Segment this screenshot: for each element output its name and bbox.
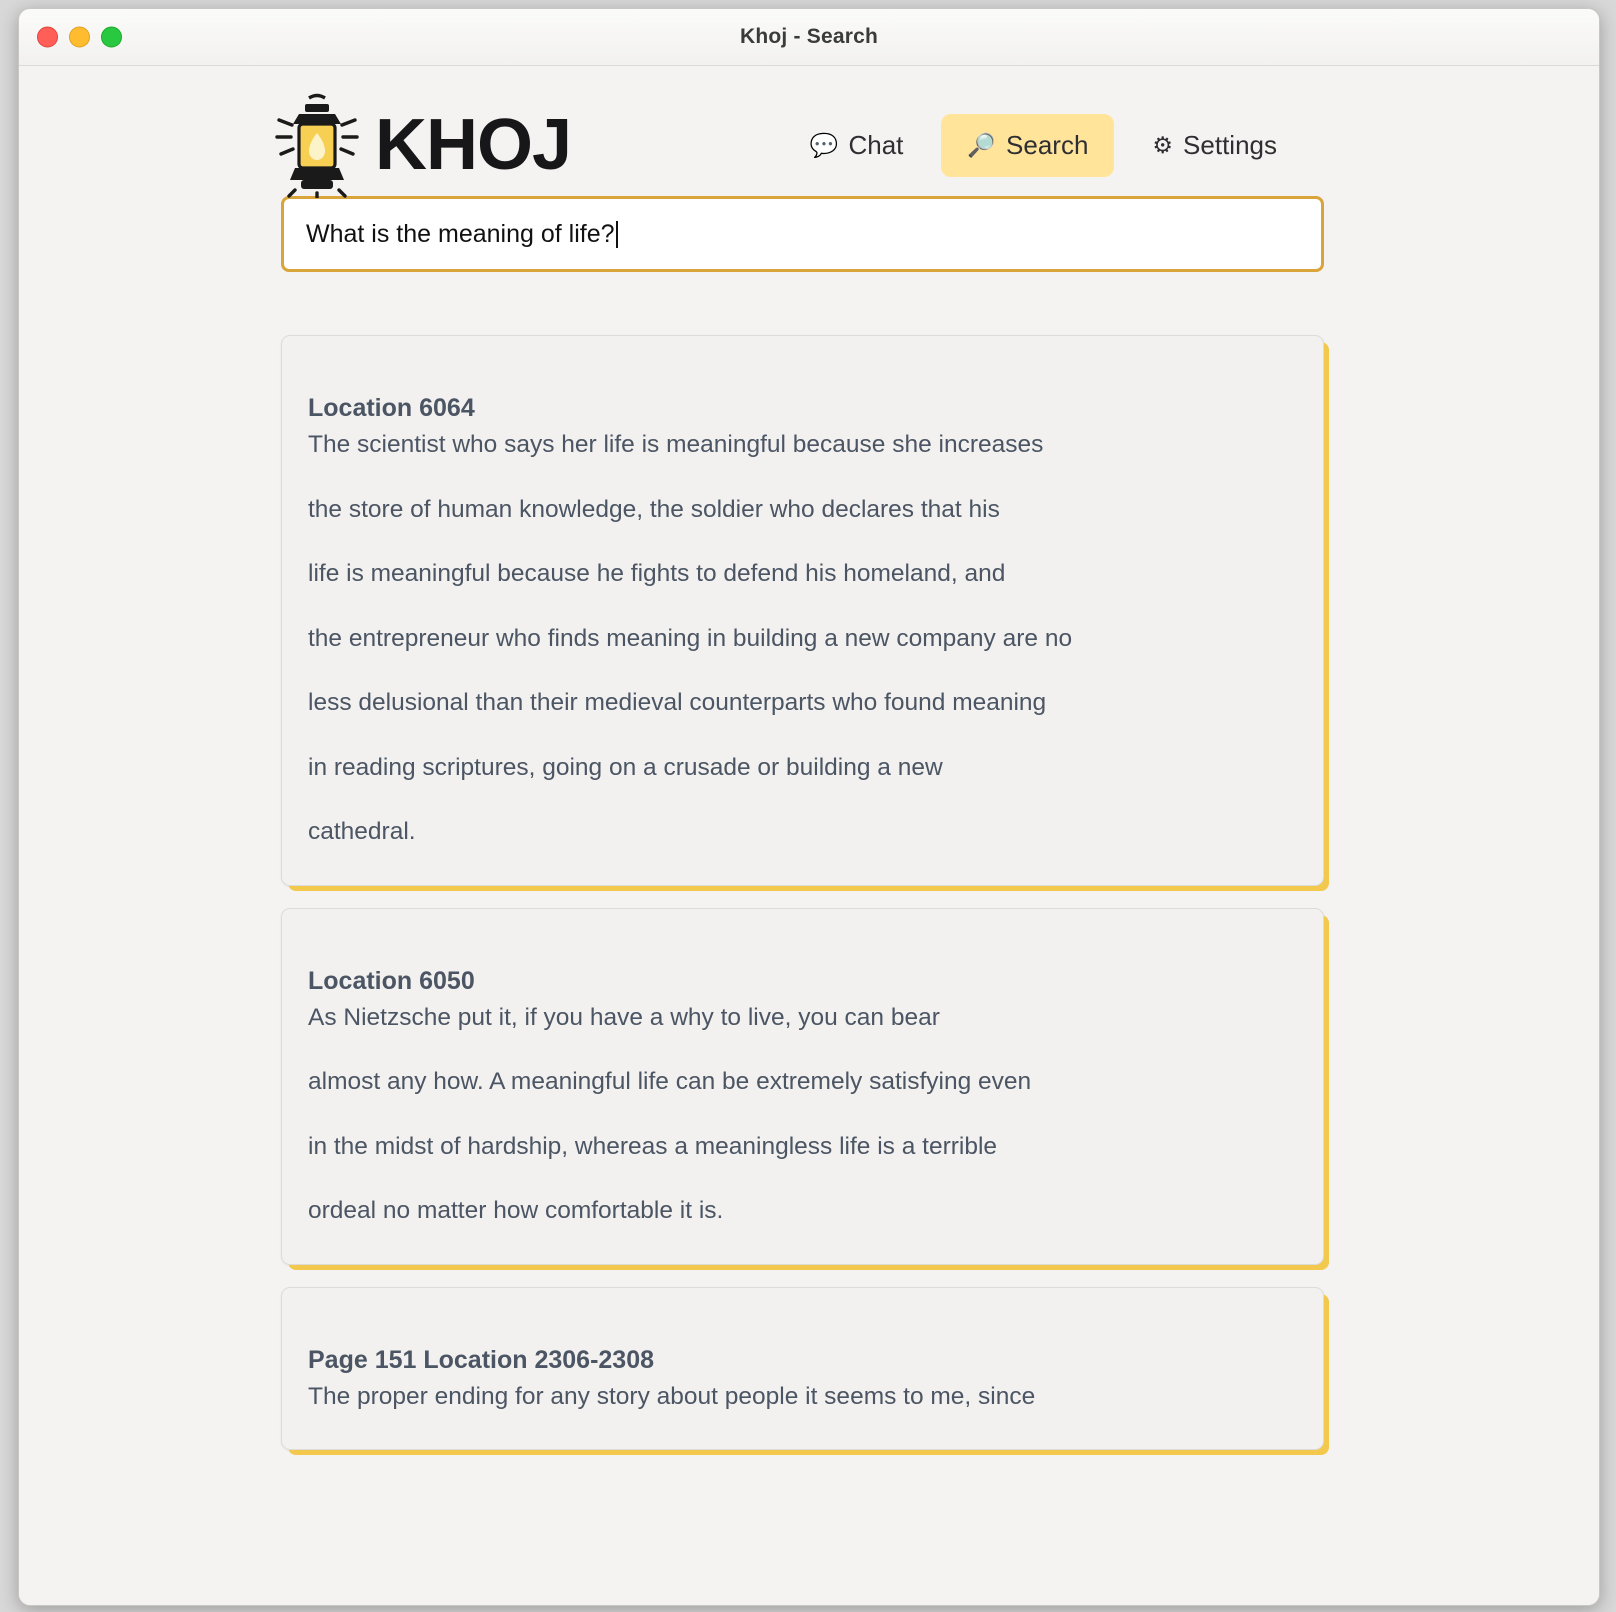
window-title: Khoj - Search	[740, 25, 878, 48]
result-line: cathedral.	[308, 818, 416, 845]
nav-item-settings[interactable]	[1126, 114, 1303, 177]
text-caret	[616, 221, 618, 248]
brand-name: KHOJ	[375, 105, 572, 185]
search-row	[19, 196, 1599, 272]
search-input-value: What is the meaning of life?	[306, 219, 615, 248]
result-card[interactable]	[281, 335, 1324, 886]
result-title: Location 6050	[308, 966, 475, 995]
result-line: As Nietzsche put it, if you have a why to live, you can bear	[308, 1003, 940, 1031]
search-results	[19, 335, 1599, 1450]
app-content	[19, 66, 1599, 1605]
magnifier-icon: 🔎	[967, 131, 997, 158]
nav-item-chat[interactable]	[784, 114, 930, 177]
result-line: in the midst of hardship, whereas a meaningless life is a terrible	[308, 1132, 998, 1160]
app-window	[18, 8, 1600, 1606]
result-title: Page 151 Location 2306-2308	[308, 1345, 655, 1374]
title-bar	[19, 9, 1599, 66]
nav-label-search: Search	[1006, 129, 1089, 160]
brand-logo[interactable]	[269, 92, 571, 198]
main-nav	[784, 114, 1303, 177]
nav-item-search[interactable]	[941, 114, 1114, 177]
result-line: life is meaningful because he fights to defend his homeland, and	[308, 560, 1006, 587]
gear-icon: ⚙	[1152, 131, 1174, 158]
nav-label-settings: Settings	[1183, 129, 1277, 160]
close-button[interactable]	[37, 27, 58, 48]
result-card[interactable]	[281, 1287, 1324, 1451]
scrollbar[interactable]	[1585, 122, 1599, 1605]
lantern-icon	[269, 92, 365, 198]
minimize-button[interactable]	[69, 27, 90, 48]
result-line: The proper ending for any story about people it seems to me, since	[308, 1382, 1036, 1410]
maximize-button[interactable]	[101, 27, 122, 48]
result-line: the store of human knowledge, the soldier who declares that his	[308, 495, 1000, 523]
result-line: ordeal no matter how comfortable it is.	[308, 1197, 724, 1224]
speech-bubble-icon: 💬	[809, 131, 839, 158]
window-controls[interactable]	[37, 27, 122, 48]
app-header	[19, 66, 1599, 196]
result-line: the entrepreneur who finds meaning in building a new company are no	[308, 624, 1073, 652]
result-line: in reading scriptures, going on a crusade or building a new	[308, 753, 943, 781]
result-card[interactable]	[281, 908, 1324, 1265]
result-title: Location 6064	[308, 394, 475, 422]
search-input[interactable]	[281, 196, 1324, 272]
result-line: almost any how. A meaningful life can be extremely satisfying even	[308, 1068, 1032, 1095]
nav-label-chat: Chat	[848, 129, 904, 160]
result-line: less delusional than their medieval counterparts who found meaning	[308, 689, 1047, 716]
result-line: The scientist who says her life is meaningful because she increases	[308, 431, 1044, 458]
